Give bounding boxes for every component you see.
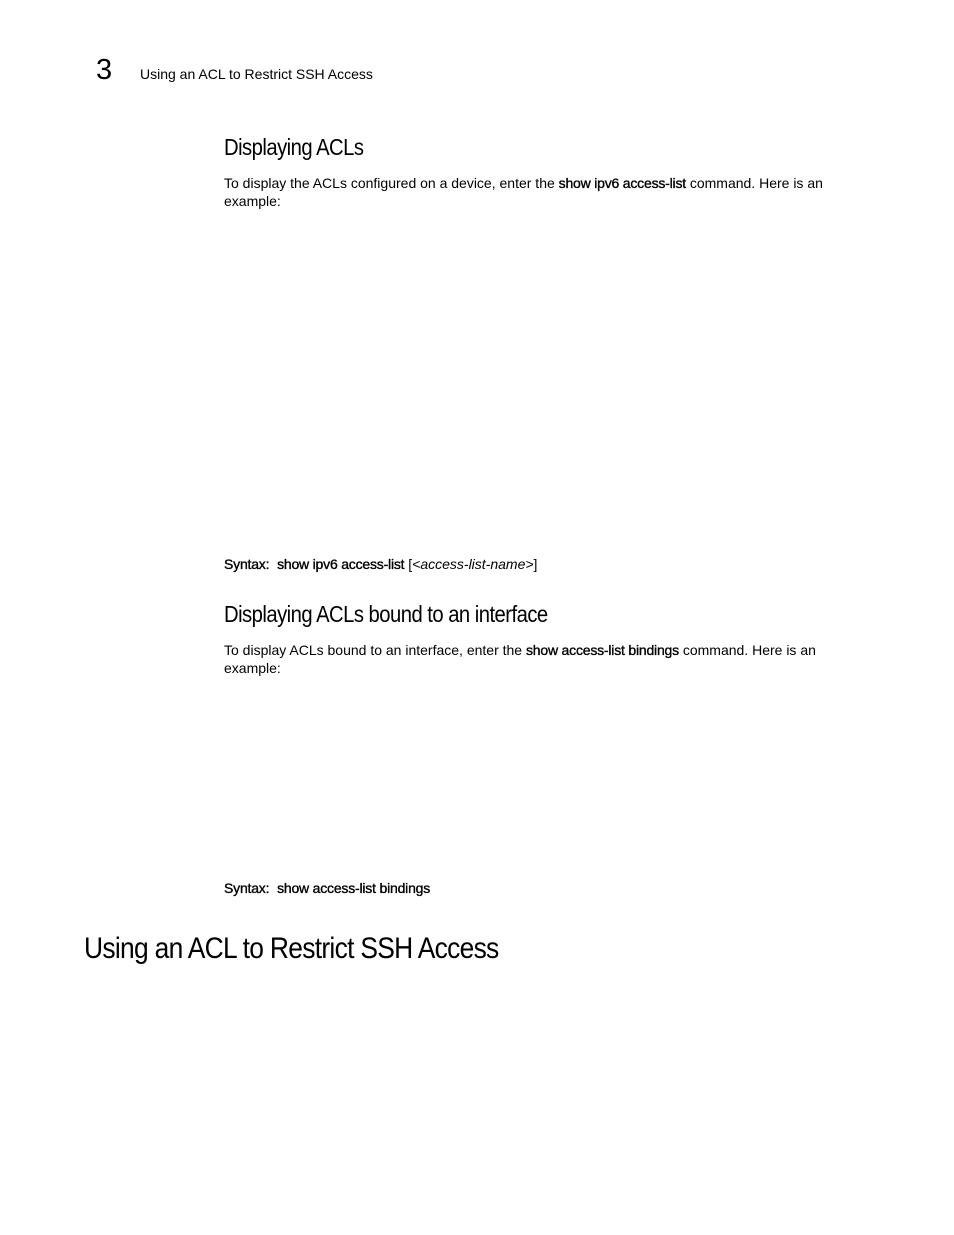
syntax-label: Syntax: <box>224 880 270 896</box>
syntax-bracket-close: ] <box>533 556 538 572</box>
syntax-show-access-list-bindings <box>224 879 430 897</box>
paragraph-text-before: To display ACLs bound to an interface, enter the <box>224 642 526 658</box>
syntax-argument: <access-list-name> <box>412 556 534 572</box>
command-show-ipv6-access-list: show ipv6 access-list <box>558 175 686 191</box>
syntax-label: Syntax: <box>224 556 270 572</box>
paragraph-display-bound <box>224 641 864 677</box>
syntax-command: show ipv6 access-list <box>277 556 405 572</box>
heading-using-acl-restrict-ssh: Using an ACL to Restrict SSH Access <box>84 932 499 965</box>
syntax-bracket-open: [ <box>404 556 413 572</box>
heading-displaying-acls-bound: Displaying ACLs bound to an interface <box>224 601 548 627</box>
paragraph-text-before: To display the ACLs configured on a device, enter the <box>224 175 559 191</box>
chapter-number: 3 <box>96 54 113 86</box>
heading-displaying-acls: Displaying ACLs <box>224 134 364 160</box>
paragraph-display-acls <box>224 174 864 210</box>
example-output-area <box>224 684 864 874</box>
paragraph-text-after: command. Here is an example: <box>224 175 823 209</box>
syntax-show-ipv6-access-list <box>224 555 537 573</box>
syntax-command: show access-list bindings <box>277 880 431 896</box>
example-output-area <box>224 216 864 546</box>
running-header: Using an ACL to Restrict SSH Access <box>140 66 373 82</box>
command-show-access-list-bindings: show access-list bindings <box>525 642 679 658</box>
paragraph-text-after: command. Here is an example: <box>224 642 816 676</box>
